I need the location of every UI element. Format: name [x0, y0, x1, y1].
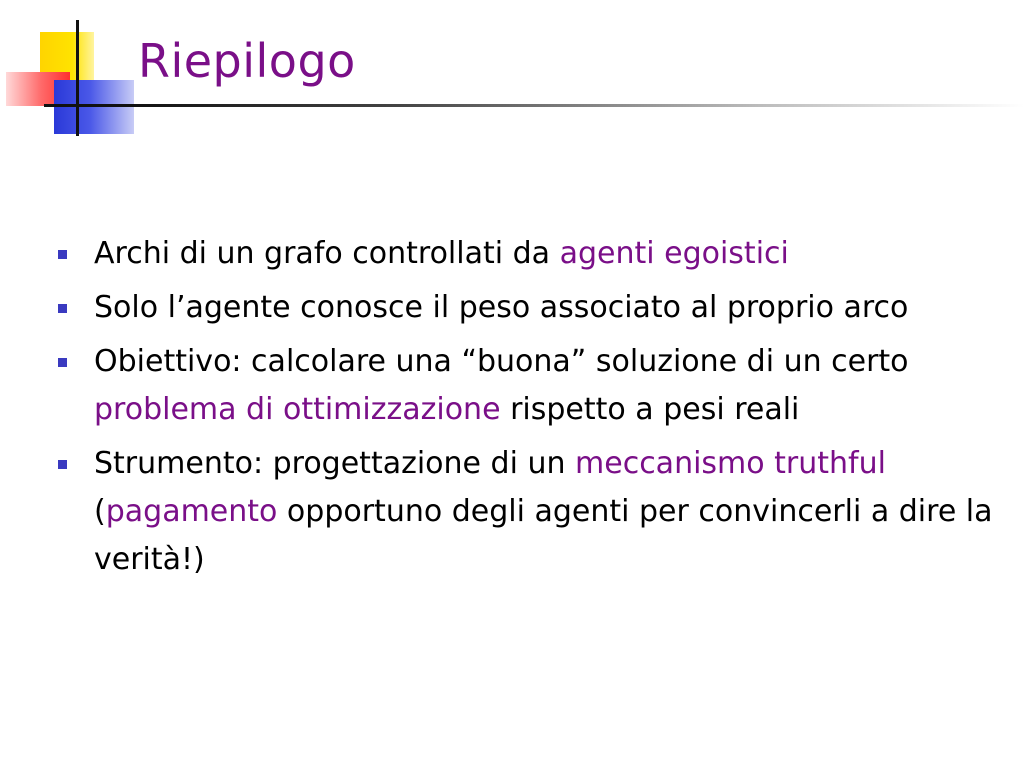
highlight-term: pagamento	[105, 494, 278, 529]
bullet-item	[54, 230, 1004, 278]
bullet-text: rispetto a pesi reali	[500, 392, 800, 427]
bullet-square-icon	[58, 304, 67, 313]
logo-vertical-line	[76, 20, 79, 136]
highlight-term: problema di ottimizzazione	[94, 392, 501, 427]
highlight-term: meccanismo truthful	[575, 446, 886, 481]
slide-logo	[0, 0, 140, 145]
bullet-list	[54, 230, 1004, 590]
bullet-item	[54, 338, 1004, 434]
bullet-square-icon	[58, 358, 67, 367]
slide-title: Riepilogo	[138, 34, 356, 88]
bullet-text: (	[94, 494, 106, 529]
bullet-item	[54, 440, 1004, 584]
bullet-text: Strumento: progettazione di un	[94, 446, 576, 481]
bullet-item	[54, 284, 1004, 332]
highlight-term: agenti egoistici	[559, 236, 789, 271]
bullet-text: Solo l’agente conosce il peso associato al proprio arco	[94, 290, 909, 325]
bullet-text: opportuno degli agenti per convincerli a dire la verità!)	[94, 494, 993, 577]
bullet-text: Obiettivo: calcolare una “buona” soluzione di un certo	[94, 344, 909, 379]
bullet-square-icon	[58, 250, 67, 259]
bullet-square-icon	[58, 460, 67, 469]
bullet-text: Archi di un grafo controllati da	[94, 236, 560, 271]
title-underline	[132, 104, 1024, 107]
logo-blue-square	[54, 80, 134, 134]
logo-horizontal-line	[44, 104, 142, 107]
